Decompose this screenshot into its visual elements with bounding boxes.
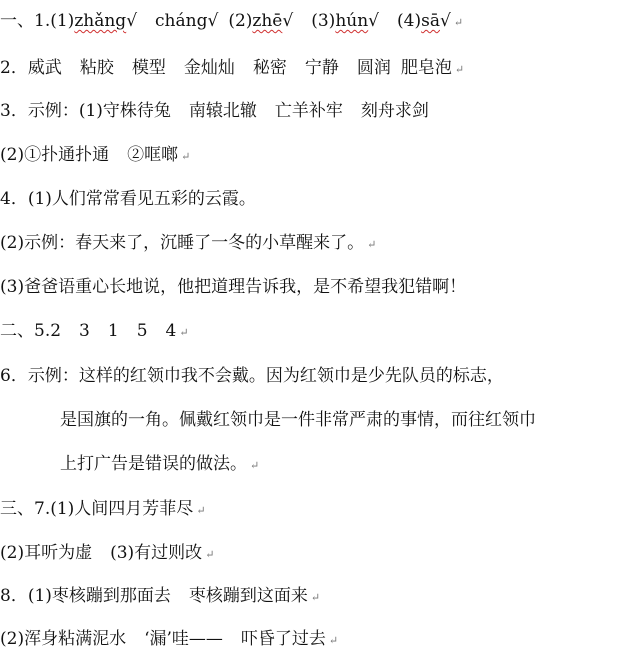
sentence: (2)示例：春天来了，沉睡了一冬的小草醒来了。	[0, 233, 365, 253]
idiom: 南辕北辙	[188, 101, 257, 121]
paragraph-mark-icon: ↵	[454, 63, 465, 76]
pinyin-sa: sā	[421, 11, 440, 31]
answer-line-6	[0, 228, 640, 258]
check-mark: √	[207, 11, 219, 31]
story-phrase: ‘漏’哇——	[144, 629, 223, 649]
order-number: 3	[79, 321, 90, 341]
idiom: 3．示例：(1)守株待兔	[0, 101, 171, 121]
order-number: 1	[107, 321, 119, 341]
order-number: 5	[136, 321, 148, 341]
word: 模型	[131, 58, 166, 78]
order-answer: 二、5.2	[0, 321, 62, 341]
check-mark: √	[368, 11, 380, 31]
paragraph-mark-icon: ↵	[179, 326, 189, 339]
check-mark: √	[126, 11, 138, 31]
paragraph-text: 是国旗的一角。佩戴红领巾是一件非常严肃的事情，而往红领巾	[60, 410, 536, 430]
onomatopoeia: (2)①扑通扑通	[0, 145, 110, 165]
paragraph-mark-icon: ↵	[250, 459, 260, 472]
idiom: 亡羊补牢	[274, 101, 343, 121]
answer-line-3	[0, 96, 640, 126]
answer-line-13	[0, 538, 640, 568]
paragraph-mark-icon: ↵	[453, 16, 464, 29]
onomatopoeia: ②哐啷	[127, 145, 179, 165]
check-mark: √	[439, 11, 451, 31]
pinyin-zhe: zhē	[252, 11, 283, 31]
pinyin-hun: hún	[335, 11, 369, 31]
answer-line-2	[0, 53, 640, 83]
story-phrase: 吓昏了过去	[240, 629, 326, 649]
word: 圆润	[356, 58, 391, 78]
answer-line-7	[0, 272, 640, 302]
word: 肥皂泡	[400, 58, 452, 78]
poem-line: 三、7.(1)人间四月芳菲尽	[0, 499, 194, 519]
answer-line-5	[0, 184, 640, 214]
sub-label: (4)	[397, 11, 422, 31]
answer-line-15	[0, 624, 640, 654]
sentence: 4．(1)人们常常看见五彩的云霞。	[0, 189, 256, 209]
answer-line-9	[0, 361, 640, 391]
word: 粘胶	[79, 58, 114, 78]
sentence: (3)爸爸语重心长地说，他把道理告诉我，是不希望我犯错啊！	[0, 277, 467, 297]
check-mark: √	[282, 11, 294, 31]
paragraph-mark-icon: ↵	[310, 591, 321, 604]
answer-line-12	[0, 494, 640, 524]
paragraph-mark-icon: ↵	[181, 150, 191, 163]
word: 宁静	[304, 58, 339, 78]
answer-line-10	[60, 405, 640, 435]
paragraph-mark-icon: ↵	[205, 548, 215, 561]
saying: (3)有过则改	[110, 543, 203, 563]
q1-label: 一、1.(1)	[0, 11, 75, 31]
sub-label: (3)	[311, 11, 336, 31]
saying: (2)耳听为虚	[0, 543, 93, 563]
pinyin-zhang: zhǎng	[74, 11, 127, 31]
answer-line-4	[0, 140, 640, 170]
answer-line-8	[0, 316, 640, 346]
story-phrase: 枣核蹦到这面来	[188, 586, 308, 606]
answer-line-11	[60, 449, 640, 479]
paragraph-mark-icon: ↵	[328, 634, 339, 647]
paragraph-text: 6．示例：这样的红领巾我不会戴。因为红领巾是少先队员的标志，	[0, 366, 504, 386]
idiom: 刻舟求剑	[360, 101, 429, 121]
paragraph-mark-icon: ↵	[367, 238, 377, 251]
answer-line-1	[0, 6, 640, 36]
story-phrase: (2)浑身粘满泥水	[0, 629, 127, 649]
order-number: 4	[165, 321, 177, 341]
word: 秘密	[252, 58, 287, 78]
sub-label: (2)	[228, 11, 253, 31]
paragraph-mark-icon: ↵	[196, 504, 206, 517]
answer-line-14	[0, 581, 640, 611]
word: 金灿灿	[183, 58, 235, 78]
paragraph-text: 上打广告是错误的做法。	[60, 454, 247, 474]
word: 2．威武	[0, 58, 62, 78]
story-phrase: 8．(1)枣核蹦到那面去	[0, 586, 171, 606]
pinyin-chang: cháng	[155, 11, 208, 31]
